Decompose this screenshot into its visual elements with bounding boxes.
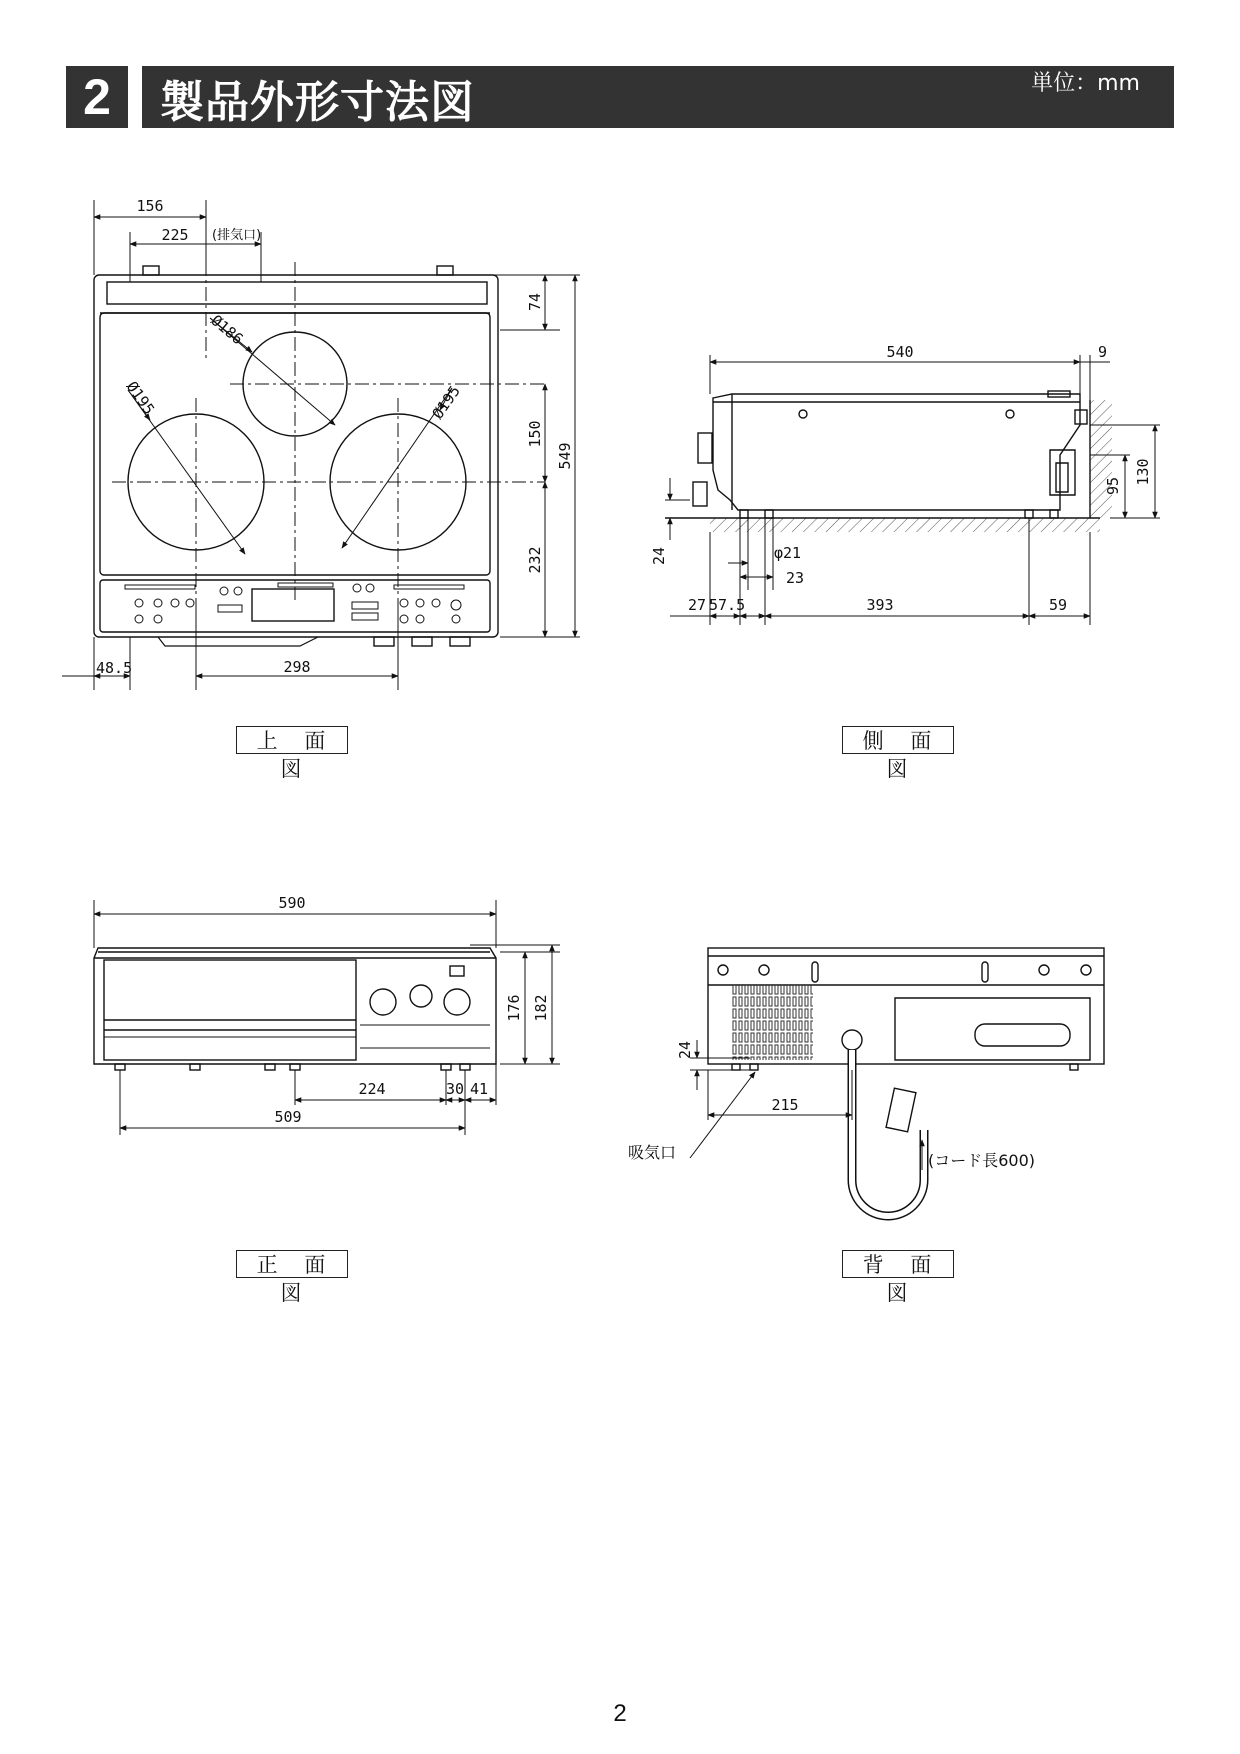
back-view-cord-outlet (842, 1030, 862, 1050)
dim-176: 176 (505, 994, 523, 1022)
dim-59: 59 (1048, 596, 1068, 614)
section-number: 2 (66, 66, 128, 128)
dim-232: 232 (526, 546, 544, 574)
side-view-wall-hatch (1090, 400, 1112, 518)
dim-215: 215 (771, 1096, 799, 1114)
front-view-knob-right (444, 989, 470, 1015)
front-view-caption: 正 面 図 (236, 1250, 348, 1278)
page-number: 2 (613, 1700, 627, 1727)
dim-509: 509 (274, 1108, 302, 1126)
top-view-display (252, 589, 334, 621)
top-view-dimension-labels (96, 197, 574, 677)
front-view-dimension-labels (274, 894, 550, 1126)
dim-393: 393 (866, 596, 894, 614)
front-view (94, 900, 560, 1135)
side-view-knob (698, 433, 712, 463)
back-view-cover-panel (895, 998, 1090, 1060)
top-view-tab-right (437, 266, 453, 275)
top-view-tab-left (143, 266, 159, 275)
dim-224: 224 (358, 1080, 386, 1098)
dim-side-24: 24 (650, 546, 668, 566)
exhaust-port-label: (排気口) (212, 228, 262, 243)
front-view-body-outline (94, 948, 496, 1064)
front-view-grill-door (104, 960, 356, 1060)
air-intake-label: 吸気口 (628, 1143, 677, 1162)
dim-57-5: 57.5 (709, 596, 746, 614)
dim-156: 156 (136, 197, 164, 215)
front-view-dimension-lines (94, 900, 560, 1135)
dim-590: 590 (278, 894, 306, 912)
dim-phi21: φ21 (774, 544, 802, 562)
dim-23: 23 (786, 569, 805, 587)
side-view-counter-hatch (710, 518, 1100, 532)
dim-95: 95 (1104, 476, 1122, 496)
dim-phi195-right: Ø195 (428, 382, 464, 423)
dim-182: 182 (532, 994, 550, 1022)
back-view-power-plug (886, 1088, 916, 1132)
cord-length-label: (コード長600) (928, 1151, 1036, 1170)
back-view-caption: 背 面 図 (842, 1250, 954, 1278)
dim-30: 30 (446, 1080, 465, 1098)
dim-225: 225 (161, 226, 189, 244)
unit-label: 単位：mm (1031, 71, 1140, 96)
top-view (62, 200, 580, 690)
top-view-exhaust-panel (107, 282, 487, 304)
dim-298: 298 (283, 658, 311, 676)
back-view-air-intake-vent (731, 985, 813, 1060)
dim-540: 540 (886, 343, 914, 361)
side-view-dimension-labels (650, 343, 1152, 614)
dim-549: 549 (556, 442, 574, 470)
dim-48-5: 48.5 (96, 659, 133, 677)
dim-phi186: Ø186 (207, 311, 247, 349)
side-view-caption: 側 面 図 (842, 726, 954, 754)
side-view (665, 355, 1160, 625)
back-view (690, 948, 1104, 1216)
dim-phi195-left: Ø195 (122, 377, 159, 418)
back-view-power-cord (852, 1050, 924, 1216)
front-view-knob-center (410, 985, 432, 1007)
dim-9: 9 (1098, 343, 1108, 361)
side-view-dimension-lines (665, 355, 1160, 625)
top-view-caption: 上 面 図 (236, 726, 348, 754)
dim-41: 41 (470, 1080, 489, 1098)
dim-74: 74 (526, 292, 544, 312)
side-view-body-outline (713, 394, 1080, 510)
dim-150: 150 (526, 420, 544, 448)
dim-27: 27 (688, 596, 707, 614)
page-title: 製品外形寸法図 (160, 77, 475, 128)
dim-back-24: 24 (676, 1040, 694, 1060)
dim-130: 130 (1134, 458, 1152, 486)
front-view-knob-left (370, 989, 396, 1015)
